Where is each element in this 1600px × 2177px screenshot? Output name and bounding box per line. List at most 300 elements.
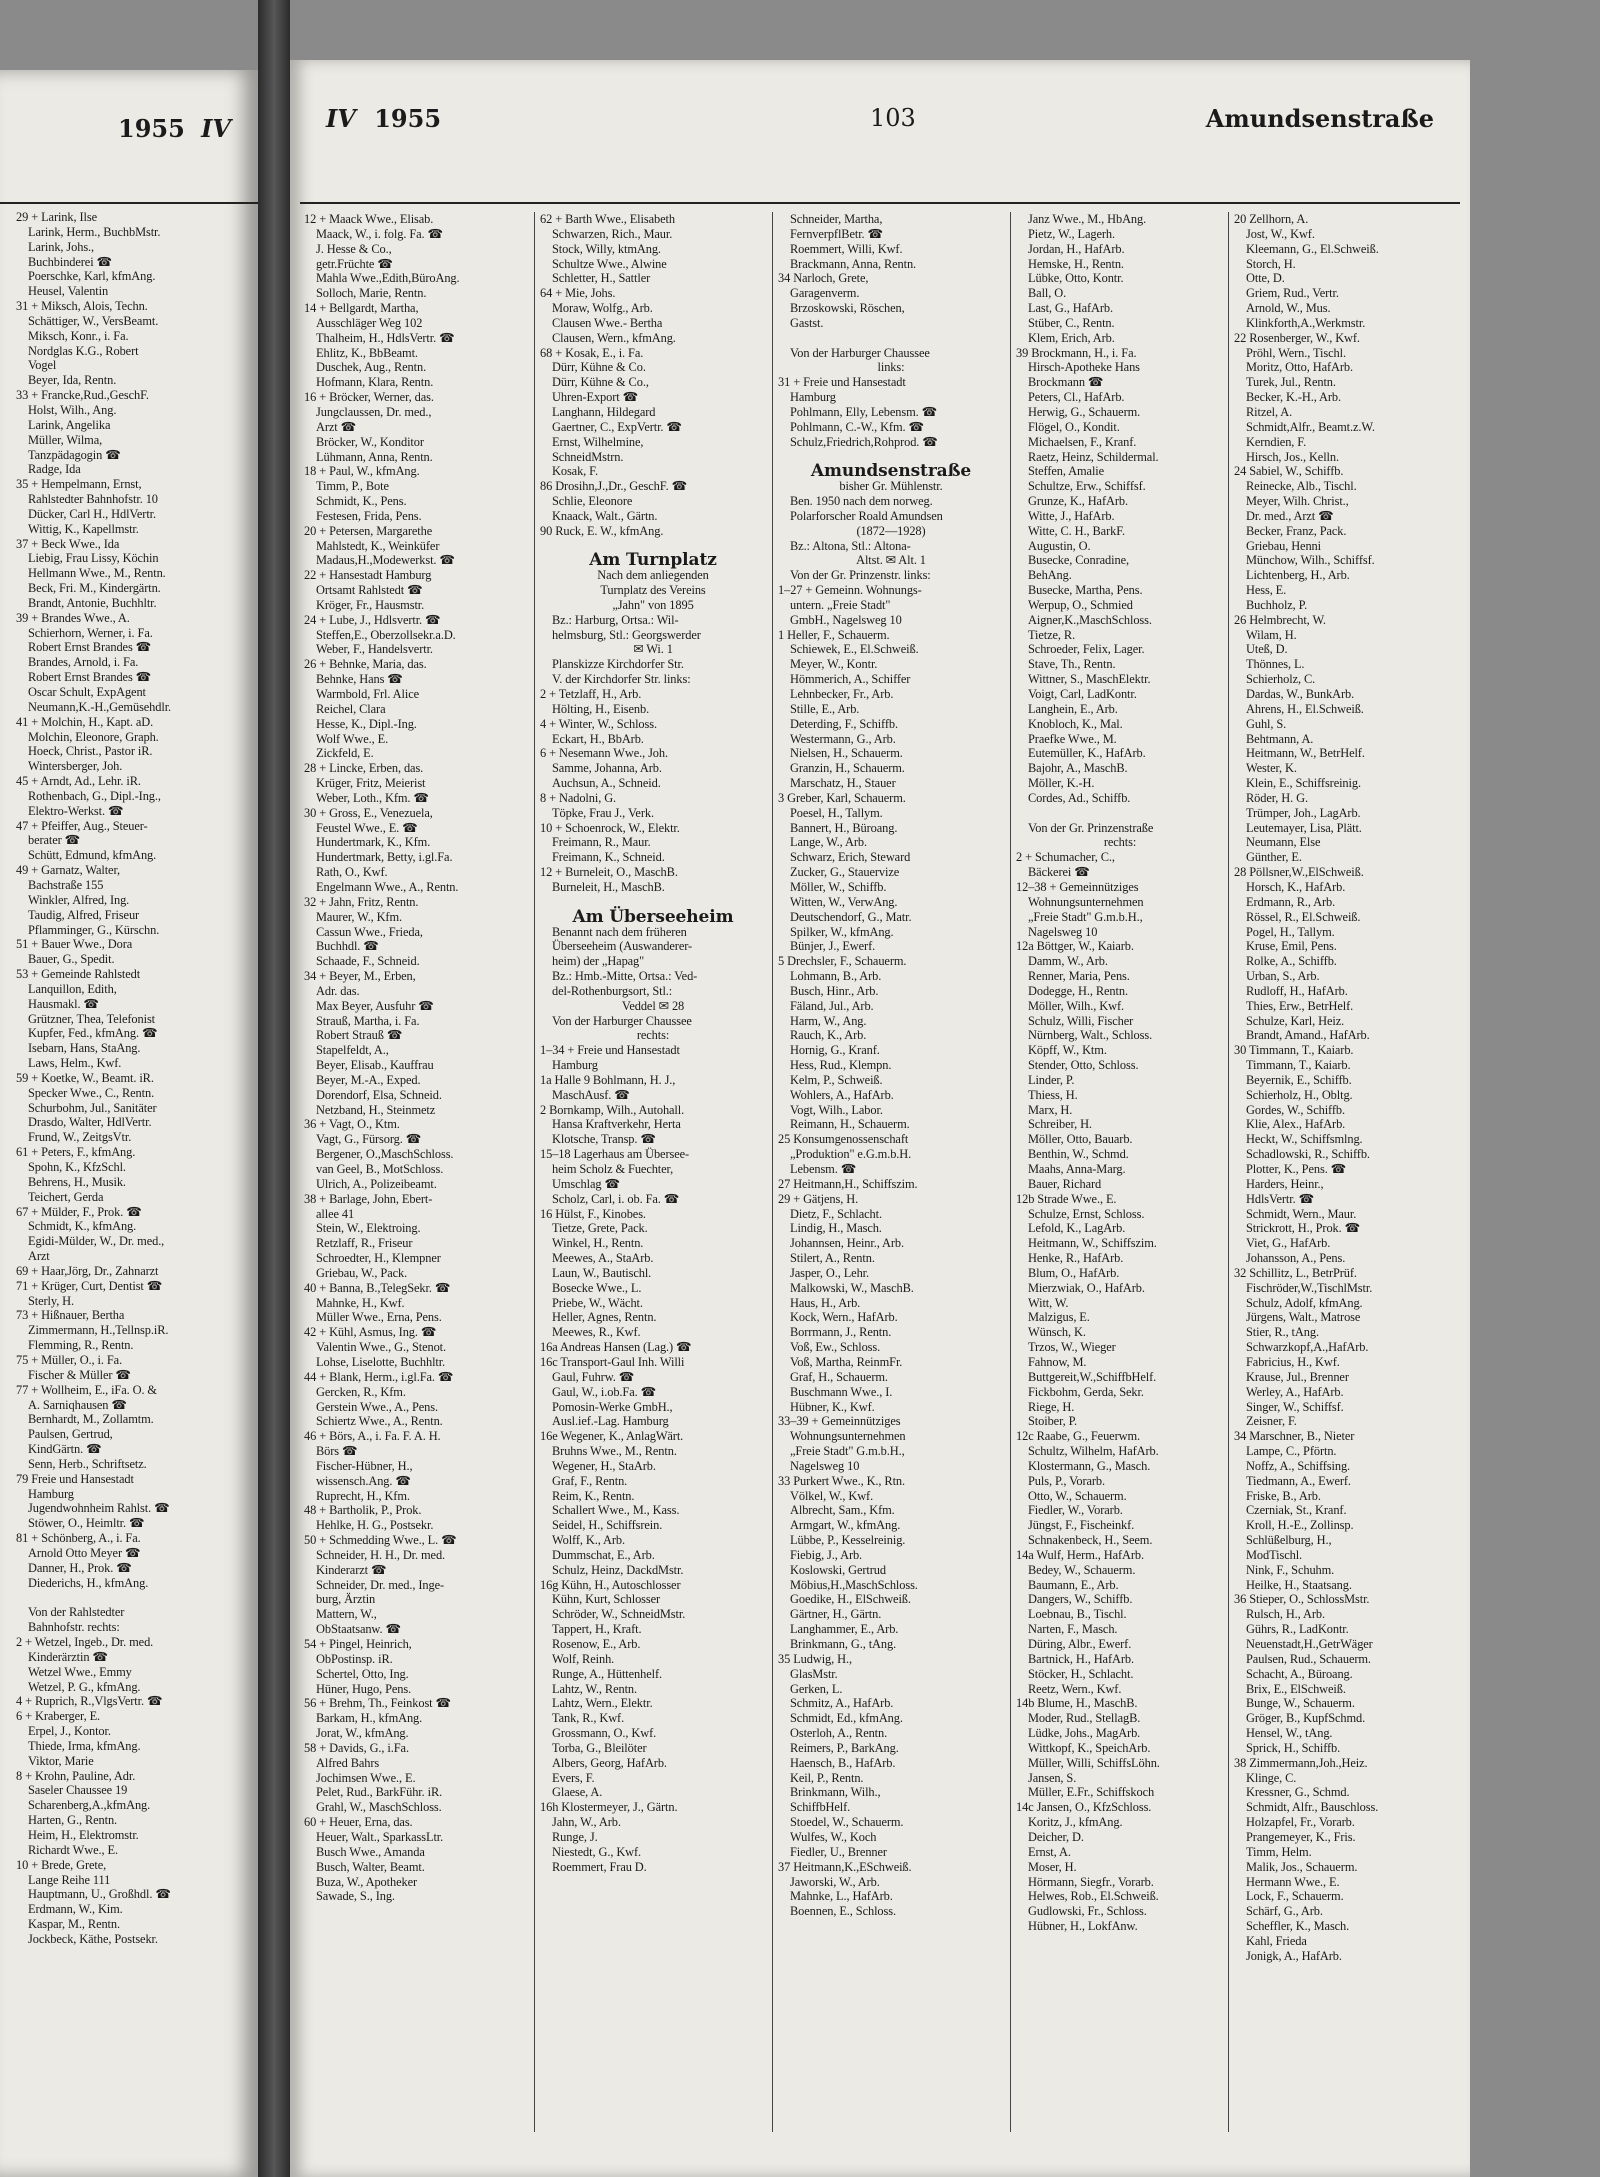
resident-entry: Freimann, K., Schneid. — [552, 850, 665, 865]
house-number-entry: 26 Helmbrecht, W. — [1234, 612, 1326, 627]
resident-entry: Heim, H., Elektromstr. — [28, 1827, 139, 1842]
resident-entry: Diederichs, H., kfmAng. — [28, 1575, 149, 1590]
resident-entry: Von der Harburger Chaussee — [552, 1013, 692, 1028]
resident-entry: Osterloh, A., Rentn. — [790, 1726, 888, 1741]
house-number-entry: 34 Narloch, Grete, — [778, 271, 869, 286]
resident-entry: Witte, J., HafArb. — [1028, 508, 1115, 523]
house-number-entry: 36 + Vagt, O., Ktm. — [304, 1117, 400, 1132]
house-number-entry: 16g Kühn, H., Autoschlosser — [540, 1577, 681, 1592]
resident-entry: Rudloff, H., HafArb. — [1246, 983, 1348, 998]
resident-entry: Trzos, W., Wieger — [1028, 1340, 1116, 1355]
resident-entry: ModTischl. — [1246, 1547, 1303, 1562]
resident-entry: Gastst. — [790, 315, 824, 330]
house-number-entry: 58 + Davids, G., i.Fa. — [304, 1740, 409, 1755]
resident-entry: Timm, Helm. — [1246, 1844, 1312, 1859]
resident-entry: Hofmann, Klara, Rentn. — [316, 375, 434, 390]
house-number-entry: 6 + Nesemann Wwe., Joh. — [540, 746, 668, 761]
resident-entry: Buza, W., Apotheker — [316, 1874, 417, 1889]
resident-entry: Kröger, Fr., Hausmstr. — [316, 597, 425, 612]
house-number-entry: 20 Zellhorn, A. — [1234, 212, 1309, 226]
house-number-entry: 10 + Schoenrock, W., Elektr. — [540, 820, 680, 835]
house-number-entry: 39 + Brandes Wwe., A. — [16, 610, 130, 625]
house-number-entry: 54 + Pingel, Heinrich, — [304, 1637, 412, 1651]
house-number-entry: 41 + Molchin, H., Kapt. aD. — [16, 714, 154, 729]
resident-entry: Hansa Kraftverkehr, Herta — [552, 1117, 681, 1132]
resident-entry: Gercken, R., Kfm. — [316, 1384, 406, 1399]
resident-entry: Raetz, Heinz, Schildermal. — [1028, 449, 1159, 464]
resident-entry: Graf, H., Schauerm. — [790, 1369, 888, 1384]
resident-entry: Blum, O., HafArb. — [1028, 1265, 1120, 1280]
house-number-entry: 27 Heitmann,H., Schiffszim. — [778, 1176, 918, 1191]
house-number-entry: 73 + Hißnauer, Bertha — [16, 1308, 125, 1323]
resident-entry: Gührs, R., LadKontr. — [1246, 1622, 1349, 1637]
resident-entry: Grützner, Thea, Telefonist — [28, 1011, 156, 1026]
resident-entry: Harten, G., Rentn. — [28, 1813, 118, 1828]
resident-entry: Rosenow, E., Arb. — [552, 1637, 641, 1651]
resident-entry: Pomosin-Werke GmbH., — [552, 1399, 673, 1414]
resident-entry: Möller, W., Schiffb. — [790, 879, 887, 894]
resident-entry: Weber, Loth., Kfm. ☎ — [316, 790, 429, 805]
resident-entry: Schmidt, Alfr., Bauschloss. — [1246, 1800, 1379, 1815]
resident-entry: Tappert, H., Kraft. — [552, 1622, 642, 1637]
house-number-entry: 12 + Burneleit, O., MaschB. — [540, 865, 678, 880]
resident-entry: Weber, F., Handelsvertr. — [316, 642, 433, 657]
resident-entry: Röder, H. G. — [1246, 790, 1308, 805]
resident-entry: Bergener, O.,MaschSchloss. — [316, 1147, 454, 1162]
resident-entry: Rulsch, H., Arb. — [1246, 1607, 1325, 1622]
street-heading: Am Turnplatz — [589, 550, 717, 571]
resident-entry: Ausl.ief.-Lag. Hamburg — [552, 1414, 669, 1429]
resident-entry: MaschAusf. ☎ — [552, 1087, 630, 1102]
resident-entry: Lefold, K., LagArb. — [1028, 1221, 1126, 1236]
resident-entry: Haensch, B., HafArb. — [790, 1755, 896, 1770]
resident-entry: Wetzel Wwe., Emmy — [28, 1664, 132, 1679]
house-number-entry: 64 + Mie, Johs. — [540, 286, 616, 301]
resident-entry: Liebig, Frau Lissy, Köchin — [28, 551, 159, 566]
resident-entry: Fäland, Jul., Arb. — [790, 998, 874, 1013]
resident-entry: Lühmann, Anna, Rentn. — [316, 449, 433, 464]
resident-entry: Hundertmark, Betty, i.gl.Fa. — [316, 850, 453, 865]
resident-entry: Evers, F. — [552, 1770, 595, 1785]
resident-entry: Laun, W., Bautischl. — [552, 1265, 652, 1280]
resident-entry: Wohlers, A., HafArb. — [790, 1087, 894, 1102]
resident-entry: Marx, H. — [1028, 1102, 1073, 1117]
resident-entry: Westermann, G., Arb. — [790, 731, 896, 746]
resident-entry: Schultze Wwe., Alwine — [552, 256, 667, 271]
resident-entry: Reichel, Clara — [316, 701, 386, 716]
house-number-entry: 12c Raabe, G., Feuerwm. — [1016, 1429, 1140, 1444]
resident-entry: Arnold, W., Mus. — [1246, 301, 1331, 316]
resident-entry: Paulsen, Gertrud, — [28, 1427, 113, 1442]
resident-entry: Wittkopf, K., SpeichArb. — [1028, 1740, 1151, 1755]
resident-entry: Schadlowski, R., Schiffb. — [1246, 1147, 1370, 1162]
resident-entry: Henke, R., HafArb. — [1028, 1251, 1124, 1266]
resident-entry: Stapelfeldt, A., — [316, 1043, 389, 1058]
resident-entry: Moder, Rud., StellagB. — [1028, 1711, 1141, 1726]
house-number-entry: 3 Greber, Karl, Schauerm. — [778, 790, 906, 805]
resident-entry: Behtmann, A. — [1246, 731, 1314, 746]
house-number-entry: 8 + Nadolni, G. — [540, 790, 617, 805]
house-number-entry: 62 + Barth Wwe., Elisabeth — [540, 212, 675, 226]
resident-entry: Larink, Johs., — [28, 239, 95, 254]
resident-entry: Kaspar, M., Rentn. — [28, 1917, 120, 1932]
resident-entry: Bäckerei ☎ — [1028, 865, 1090, 880]
resident-entry: Albrecht, Sam., Kfm. — [790, 1503, 895, 1518]
resident-entry: Fiedler, U., Brenner — [790, 1844, 887, 1859]
resident-entry: burg, Ärztin — [316, 1592, 376, 1607]
resident-entry: Radge, Ida — [28, 462, 81, 477]
resident-entry: Urban, S., Arb. — [1246, 969, 1320, 984]
resident-entry: Voß, Martha, ReinmFr. — [790, 1354, 903, 1369]
house-number-entry: 32 Schillitz, L., BetrPrüf. — [1234, 1265, 1357, 1280]
resident-entry: Trümper, Joh., LagArb. — [1246, 805, 1361, 820]
resident-entry: Nordglas K.G., Robert — [28, 343, 139, 358]
house-number-entry: 4 + Ruprich, R.,VlgsVertr. ☎ — [16, 1694, 163, 1709]
resident-entry: Klie, Alex., HafArb. — [1246, 1117, 1346, 1132]
resident-entry: Völkel, W., Kwf. — [790, 1488, 874, 1503]
resident-entry: Schmitz, A., HafArb. — [790, 1696, 894, 1711]
resident-entry: Nielsen, H., Schauerm. — [790, 746, 903, 761]
resident-entry: Von der Gr. Prinzenstraße — [1028, 820, 1154, 835]
resident-entry: Schmidt, Wern., Maur. — [1246, 1206, 1357, 1221]
column-divider — [534, 212, 535, 2132]
resident-entry: Laws, Helm., Kwf. — [28, 1056, 122, 1071]
resident-entry: Stock, Willy, ktmAng. — [552, 241, 661, 256]
right-column-4 — [1016, 212, 1224, 1934]
resident-entry: Boennen, E., Schloss. — [790, 1904, 896, 1919]
resident-entry: Schröder, W., SchneidMstr. — [552, 1607, 686, 1622]
resident-entry: Larink, Angelika — [28, 417, 111, 432]
resident-entry: V. der Kirchdorfer Str. links: — [552, 672, 691, 687]
house-number-entry: 15–18 Lagerhaus am Übersee- — [540, 1147, 690, 1162]
resident-entry: Grunze, K., HafArb. — [1028, 494, 1128, 509]
resident-entry: Schulze, Karl, Heiz. — [1246, 1013, 1345, 1028]
resident-entry: Töpke, Frau J., Verk. — [552, 805, 654, 820]
resident-entry: Uteß, D. — [1246, 642, 1288, 657]
resident-entry: Heitmann, W., Schiffszim. — [1028, 1236, 1157, 1251]
street-running-head: Amundsenstraße — [1205, 104, 1434, 133]
resident-entry: Beyer, Elisab., Kauffrau — [316, 1058, 434, 1073]
house-number-entry: 46 + Börs, A., i. Fa. F. A. H. — [304, 1429, 441, 1444]
resident-entry: Jürgens, Walt., Matrose — [1246, 1310, 1361, 1325]
resident-entry: Maahs, Anna-Marg. — [1028, 1162, 1126, 1176]
resident-entry: Benthin, W., Schmd. — [1028, 1147, 1129, 1162]
resident-entry: Keil, P., Rentn. — [790, 1770, 864, 1785]
resident-entry: Bünjer, J., Ewerf. — [790, 939, 876, 954]
resident-entry: Engelmann Wwe., A., Rentn. — [316, 879, 459, 894]
resident-entry: Turek, Jul., Rentn. — [1246, 375, 1336, 390]
resident-entry: Fiedler, W., Vorarb. — [1028, 1503, 1123, 1518]
resident-entry: Zimmermann, H.,Tellnsp.iR. — [28, 1323, 169, 1338]
resident-entry: SchneidMstrn. — [552, 449, 624, 464]
resident-entry: Nürnberg, Walt., Schloss. — [1028, 1028, 1153, 1043]
resident-entry: Fischer-Hübner, H., — [316, 1458, 413, 1473]
resident-entry: Retzlaff, R., Friseur — [316, 1236, 413, 1251]
resident-entry: HdlsVertr. ☎ — [1246, 1191, 1314, 1206]
resident-entry: Erpel, J., Kontor. — [28, 1724, 111, 1739]
resident-entry: Klostermann, G., Masch. — [1028, 1458, 1151, 1473]
resident-entry: Werley, A., HafArb. — [1246, 1384, 1344, 1399]
resident-entry: Senn, Herb., Schriftsetz. — [28, 1456, 147, 1471]
resident-entry: Leutemayer, Lisa, Plätt. — [1246, 820, 1362, 835]
house-number-entry: 2 Bornkamp, Wilh., Autohall. — [540, 1102, 685, 1117]
resident-entry: Lock, F., Schauerm. — [1246, 1889, 1344, 1904]
resident-entry: Schallert Wwe., M., Kass. — [552, 1503, 680, 1518]
resident-entry: Otto, W., Schauerm. — [1028, 1488, 1127, 1503]
resident-entry: Heitmann, W., BetrHelf. — [1246, 746, 1365, 761]
resident-entry: Wolf Wwe., E. — [316, 731, 389, 746]
resident-entry: Schättiger, W., VersBeamt. — [28, 313, 159, 328]
resident-entry: Kerndien, F. — [1246, 434, 1307, 449]
resident-entry: Kock, Wern., HafArb. — [790, 1310, 898, 1325]
resident-entry: Strickrott, H., Prok. ☎ — [1246, 1221, 1360, 1236]
resident-entry: Michaelsen, F., Kranf. — [1028, 434, 1137, 449]
column-divider — [1228, 212, 1229, 2132]
resident-entry: Wohnungsunternehmen — [790, 1429, 906, 1444]
resident-entry: Aigner,K.,MaschSchloss. — [1028, 612, 1152, 627]
house-number-entry: 49 + Garnatz, Walter, — [16, 863, 120, 878]
resident-entry: Tiedmann, A., Ewerf. — [1246, 1473, 1351, 1488]
resident-entry: Reinecke, Alb., Tischl. — [1246, 479, 1357, 494]
resident-entry: Ahrens, H., El.Schweiß. — [1246, 701, 1364, 716]
resident-entry: Albers, Georg, HafArb. — [552, 1755, 667, 1770]
house-number-entry: 39 Brockmann, H., i. Fa. — [1016, 345, 1137, 360]
resident-entry: Baumann, E., Arb. — [1028, 1577, 1119, 1592]
resident-entry: Kosak, F. — [552, 464, 598, 479]
resident-entry: Helwes, Rob., El.Schweiß. — [1028, 1889, 1159, 1904]
resident-entry: Stein, W., Elektroing. — [316, 1221, 421, 1236]
resident-entry: Kupfer, Fed., kfmAng. ☎ — [28, 1026, 158, 1041]
resident-entry: Richardt Wwe., E. — [28, 1842, 118, 1857]
resident-entry: Wetzel, P. G., kfmAng. — [28, 1679, 141, 1694]
resident-entry: Müller, E.Fr., Schiffskoch — [1028, 1785, 1155, 1800]
resident-entry: Uhren-Export ☎ — [552, 390, 638, 405]
house-number-entry: 18 + Paul, W., kfmAng. — [304, 464, 420, 479]
resident-entry: Gordes, W., Schiffb. — [1246, 1102, 1345, 1117]
house-number-entry: 16h Klostermeyer, J., Gärtn. — [540, 1800, 678, 1815]
resident-entry: KindGärtn. ☎ — [28, 1442, 102, 1457]
resident-entry: SchiffbHelf. — [790, 1800, 851, 1815]
resident-entry: Hesse, K., Dipl.-Ing. — [316, 716, 417, 731]
resident-entry: Schulze, Ernst, Schloss. — [1028, 1206, 1145, 1221]
house-number-entry: 14b Blume, H., MaschB. — [1016, 1696, 1138, 1711]
resident-entry: Renner, Maria, Pens. — [1028, 969, 1130, 984]
resident-entry: Hörmann, Siegfr., Vorarb. — [1028, 1874, 1154, 1889]
left-header-rule — [0, 202, 258, 204]
house-number-entry: 1–34 + Freie und Hansestadt — [540, 1043, 680, 1058]
resident-entry: Kahl, Frieda — [1246, 1933, 1307, 1948]
resident-entry: Klotsche, Transp. ☎ — [552, 1132, 656, 1147]
resident-entry: Janz Wwe., M., HbAng. — [1028, 212, 1147, 226]
resident-entry: Jugendwohnheim Rahlst. ☎ — [28, 1501, 170, 1516]
resident-entry: Rath, O., Kwf. — [316, 865, 388, 880]
resident-entry: Stüber, C., Rentn. — [1028, 315, 1115, 330]
resident-entry: Kruse, Emil, Pens. — [1246, 939, 1337, 954]
book-gutter — [258, 0, 290, 2177]
resident-entry: Bachstraße 155 — [28, 877, 104, 892]
resident-entry: Müller, Willi, SchiffsLöhn. — [1028, 1755, 1160, 1770]
resident-entry: Moraw, Wolfg., Arb. — [552, 301, 653, 316]
resident-entry: Lichtenberg, H., Arb. — [1246, 568, 1350, 583]
resident-entry: Thalheim, H., HdlsVertr. ☎ — [316, 330, 455, 345]
resident-entry: Brzoskowski, Röschen, — [790, 301, 905, 316]
house-number-entry: 10 + Brede, Grete, — [16, 1857, 107, 1872]
resident-entry: Hellmann Wwe., M., Rentn. — [28, 566, 166, 581]
house-number-entry: 34 Marschner, B., Nieter — [1234, 1429, 1355, 1444]
resident-entry: Börs ☎ — [316, 1444, 358, 1459]
resident-entry: Holst, Wilh., Ang. — [28, 402, 117, 417]
resident-entry: Mahlstedt, K., Weinküfer — [316, 538, 440, 553]
house-number-entry: 14c Jansen, O., KfzSchloss. — [1016, 1800, 1152, 1815]
resident-entry: Jahn, W., Arb. — [552, 1815, 621, 1830]
resident-entry: Saseler Chaussee 19 — [28, 1783, 128, 1798]
house-number-entry: 32 + Jahn, Fritz, Rentn. — [304, 894, 419, 909]
resident-entry: Reetz, Wern., Kwf. — [1028, 1681, 1122, 1696]
resident-entry: Arzt ☎ — [316, 419, 356, 434]
resident-entry: Rolke, A., Schiffb. — [1246, 954, 1337, 969]
resident-entry: Fischer & Müller ☎ — [28, 1367, 131, 1382]
resident-entry: Johannsen, Heinr., Arb. — [790, 1236, 905, 1251]
resident-entry: Narten, F., Masch. — [1028, 1622, 1118, 1637]
resident-entry: Busch, Walter, Beamt. — [316, 1859, 425, 1874]
resident-entry: Marschatz, H., Stauer — [790, 776, 896, 791]
resident-entry: Schulz,Friedrich,Rohprod. ☎ — [790, 434, 938, 449]
resident-entry: Jüngst, F., Fischeinkf. — [1028, 1518, 1135, 1533]
resident-entry: Jungclaussen, Dr. med., — [316, 404, 432, 419]
resident-entry: Clausen Wwe.- Bertha — [552, 315, 663, 330]
house-number-entry: 31 + Freie und Hansestadt — [778, 375, 906, 390]
resident-entry: Vagt, G., Fürsorg. ☎ — [316, 1132, 422, 1147]
resident-entry: Drasdo, Walter, HdlVertr. — [28, 1115, 152, 1130]
right-column-3 — [778, 212, 1004, 1919]
resident-entry: Scharenberg,A.,kfmAng. — [28, 1798, 151, 1813]
house-number-entry: 86 Drosihn,J.,Dr., GeschF. ☎ — [540, 479, 687, 494]
resident-entry: Stave, Th., Rentn. — [1028, 657, 1116, 672]
house-number-entry: 50 + Schmedding Wwe., L. ☎ — [304, 1533, 457, 1548]
resident-entry: Möller, Wilh., Kwf. — [1028, 998, 1124, 1013]
resident-entry: Sterly, H. — [28, 1293, 75, 1308]
resident-entry: Fahnow, M. — [1028, 1354, 1087, 1369]
house-number-entry: 29 + Larink, Ilse — [16, 210, 97, 224]
resident-entry: Langhammer, E., Arb. — [790, 1622, 899, 1637]
resident-entry: Pflamminger, G., Kürschn. — [28, 922, 160, 937]
house-number-entry: 61 + Peters, F., kfmAng. — [16, 1145, 136, 1160]
resident-entry: Mahla Wwe.,Edith,BüroAng. — [316, 271, 460, 286]
house-number-entry: 26 + Behnke, Maria, das. — [304, 657, 427, 672]
house-number-entry: 2 + Schumacher, C., — [1016, 850, 1115, 865]
resident-entry: Duschek, Aug., Rentn. — [316, 360, 427, 375]
resident-entry: Prangemeyer, K., Fris. — [1246, 1829, 1356, 1844]
house-number-entry: 37 + Beck Wwe., Ida — [16, 536, 120, 551]
resident-entry: Praefke Wwe., M. — [1028, 731, 1117, 746]
resident-entry: Hübner, H., LokfAnw. — [1028, 1919, 1138, 1934]
resident-entry: Busch, Hinr., Arb. — [790, 983, 879, 998]
resident-entry: Herwig, G., Schauerm. — [1028, 404, 1141, 419]
resident-entry: Solloch, Marie, Rentn. — [316, 286, 427, 301]
house-number-entry: 35 + Hempelmann, Ernst, — [16, 477, 142, 492]
resident-entry: helmsburg, Stl.: Georgswerder — [552, 627, 701, 642]
resident-entry: Eckart, H., BbArb. — [552, 731, 644, 746]
house-number-entry: 4 + Winter, W., Schloss. — [540, 716, 657, 731]
resident-entry: Lehnbecker, Fr., Arb. — [790, 687, 894, 701]
resident-entry: Schwarzen, Rich., Maur. — [552, 226, 673, 241]
resident-entry: Bahnhofstr. rechts: — [28, 1620, 120, 1635]
resident-entry: Mahnke, H., Kwf. — [316, 1295, 405, 1310]
street-heading: Am Überseeheim — [572, 906, 734, 927]
resident-entry: Wittig, K., Kapellmstr. — [28, 521, 139, 536]
resident-entry: Beyer, Ida, Rentn. — [28, 373, 117, 388]
blank-line — [1016, 806, 1224, 821]
resident-entry: Stier, R., tAng. — [1246, 1325, 1319, 1340]
house-number-entry: 22 Rosenberger, W., Kwf. — [1234, 330, 1360, 345]
resident-entry: Dorendorf, Elsa, Schneid. — [316, 1087, 442, 1102]
house-number-entry: 12a Böttger, W., Kaiarb. — [1016, 939, 1134, 954]
resident-entry: Samme, Johanna, Arb. — [552, 761, 662, 776]
left-column-1 — [16, 210, 256, 1947]
resident-entry: Schertel, Otto, Ing. — [316, 1666, 409, 1681]
resident-entry: Malzigus, E. — [1028, 1310, 1090, 1325]
resident-entry: Cordes, Ad., Schiffb. — [1028, 790, 1131, 805]
resident-entry: Becker, K.-H., Arb. — [1246, 390, 1341, 405]
house-number-entry: 6 + Kraberger, E. — [16, 1709, 101, 1724]
resident-entry: Schroeder, Felix, Lager. — [1028, 642, 1145, 657]
resident-entry: Runge, A., Hüttenhelf. — [552, 1666, 662, 1681]
resident-entry: Plotter, K., Pens. ☎ — [1246, 1162, 1347, 1176]
resident-entry: Sawade, S., Ing. — [316, 1889, 395, 1904]
resident-entry: Busecke, Conradine, — [1028, 553, 1129, 568]
resident-entry: Horsch, K., HafArb. — [1246, 879, 1346, 894]
house-number-entry: 35 Ludwig, H., — [778, 1651, 852, 1666]
resident-entry: Tietze, R. — [1028, 627, 1076, 642]
resident-entry: Schierholz, C. — [1246, 672, 1316, 687]
resident-entry: Valentin Wwe., G., Stenot. — [316, 1340, 447, 1355]
resident-entry: Beyernik, E., Schiffb. — [1246, 1072, 1352, 1087]
resident-entry: Poerschke, Karl, kfmAng. — [28, 269, 156, 284]
resident-entry: Müller Wwe., Erna, Pens. — [316, 1310, 442, 1325]
resident-entry: Von der Harburger Chaussee — [790, 345, 930, 360]
resident-entry: Friske, B., Arb. — [1246, 1488, 1321, 1503]
house-number-entry: 30 Timmann, T., Kaiarb. — [1234, 1043, 1354, 1058]
resident-entry: Wilam, H. — [1246, 627, 1297, 642]
resident-entry: Busch Wwe., Amanda — [316, 1844, 425, 1859]
resident-entry: Gerken, L. — [790, 1681, 843, 1696]
resident-entry: Netzband, H., Steinmetz — [316, 1102, 436, 1117]
house-number-entry: 1–27 + Gemeinn. Wohnungs- — [778, 583, 922, 598]
resident-entry: Graf, F., Rentn. — [552, 1473, 628, 1488]
resident-entry: Runge, J. — [552, 1829, 598, 1844]
resident-entry: Damm, W., Arb. — [1028, 954, 1108, 969]
house-number-entry: 30 + Gross, E., Venezuela, — [304, 805, 433, 820]
section-note: Altst. ✉ Alt. 1 — [856, 553, 926, 568]
resident-entry: Egidi-Mülder, W., Dr. med., — [28, 1234, 165, 1249]
resident-entry: Mierzwiak, O., HafArb. — [1028, 1280, 1145, 1295]
resident-entry: Fiebig, J., Arb. — [790, 1547, 863, 1562]
resident-entry: Pogel, H., Tallym. — [1246, 924, 1335, 939]
resident-entry: Lahtz, Wern., Elektr. — [552, 1696, 653, 1711]
section-note: „Jahn" von 1895 — [612, 597, 694, 612]
resident-entry: Rothenbach, G., Dipl.-Ing., — [28, 788, 161, 803]
house-number-entry: 81 + Schönberg, A., i. Fa. — [16, 1531, 141, 1546]
resident-entry: Poesel, H., Tallym. — [790, 805, 883, 820]
resident-entry: berater ☎ — [28, 833, 81, 848]
resident-entry: Storch, H. — [1246, 256, 1296, 271]
resident-entry: Mattern, W., — [316, 1607, 377, 1622]
resident-entry: Schwarzkopf,A.,HafArb. — [1246, 1340, 1369, 1355]
house-number-entry: 42 + Kühl, Asmus, Ing. ☎ — [304, 1325, 437, 1340]
house-number-entry: 79 Freie und Hansestadt — [16, 1471, 134, 1486]
resident-entry: Schiertz Wwe., A., Rentn. — [316, 1414, 443, 1429]
section-note: ✉ Wi. 1 — [633, 642, 673, 657]
